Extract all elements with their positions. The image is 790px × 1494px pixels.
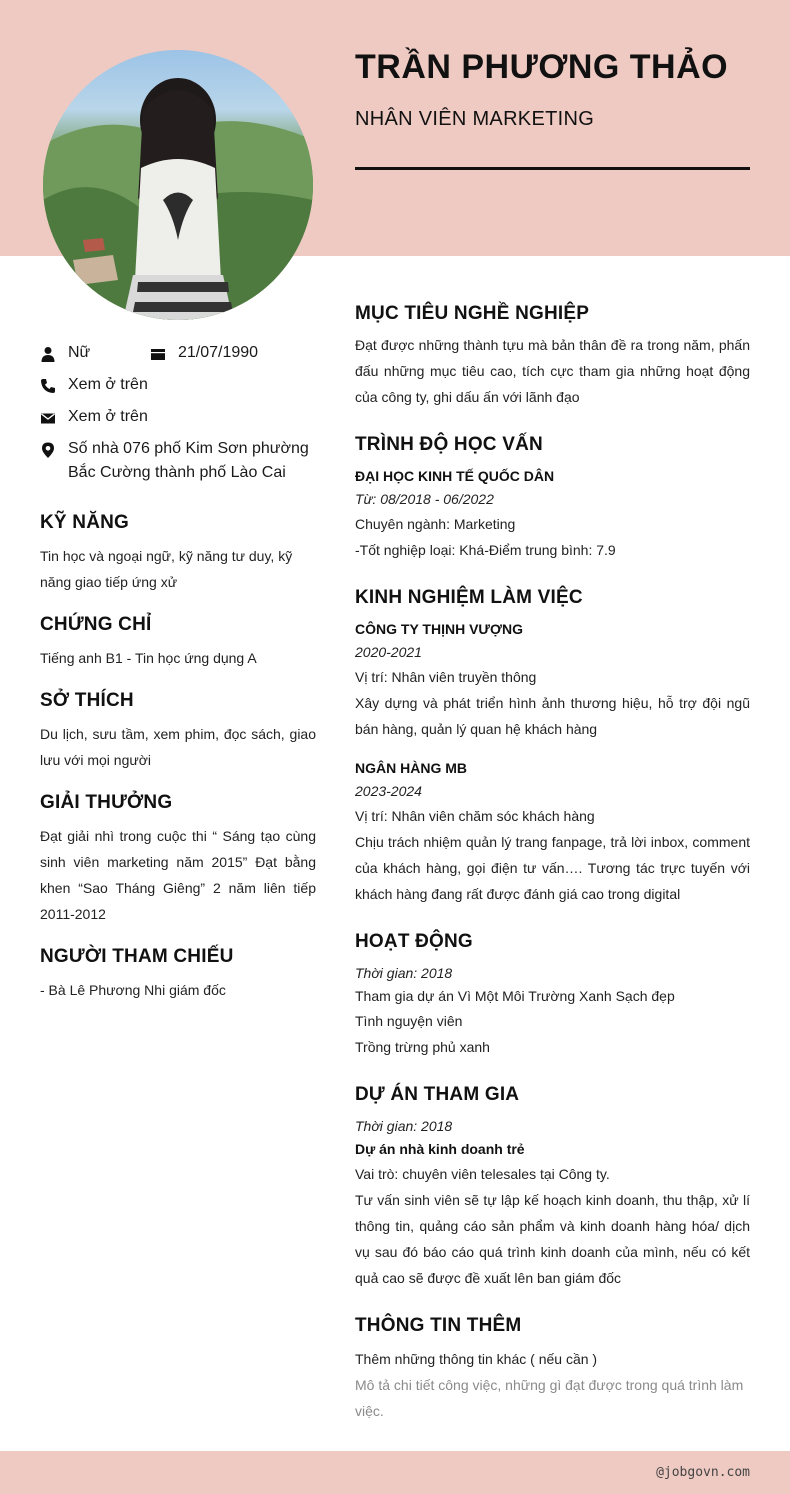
more-info-title: THÔNG TIN THÊM [355, 1315, 522, 1336]
references-text: - Bà Lê Phương Nhi giám đốc [40, 982, 226, 998]
certificates-text: Tiếng anh B1 - Tin học ứng dụng A [40, 650, 257, 666]
education-school: ĐẠI HỌC KINH TẾ QUỐC DÂN [355, 468, 555, 484]
header-divider [355, 167, 750, 170]
calendar-icon [150, 346, 166, 362]
address-value: Số nhà 076 phố Kim Sơn phường Bắc Cường thành phố Lào Cai [68, 440, 309, 481]
job-2-description: Chịu trách nhiệm quản lý trang fanpage, trả lời inbox, comment của khách hàng, gọi điện tư vấn…. Tương tác trực tuyến với khách hàng đang rất được đánh giá cao trong digital [355, 834, 750, 902]
education-major: Chuyên ngành: Marketing [355, 516, 516, 532]
project-period: Thời gian: 2018 [355, 1118, 453, 1134]
address-row [40, 440, 315, 485]
person-icon [40, 346, 56, 362]
objective-title: MỤC TIÊU NGHỀ NGHIỆP [355, 303, 590, 324]
projects-title: DỰ ÁN THAM GIA [355, 1084, 520, 1105]
profile-photo-illustration [43, 50, 313, 320]
awards-title: GIẢI THƯỞNG [40, 792, 173, 813]
more-info-line-2: Mô tả chi tiết công việc, những gì đạt được trong quá trình làm việc. [355, 1377, 744, 1419]
activity-item: Tình nguyện viên [355, 1013, 463, 1029]
project-name: Dự án nhà kinh doanh trẻ [355, 1141, 525, 1157]
job-2-position: Vị trí: Nhân viên chăm sóc khách hàng [355, 808, 595, 824]
phone-icon [40, 378, 56, 394]
candidate-name: TRẦN PHƯƠNG THẢO [355, 48, 729, 86]
skills-title: KỸ NĂNG [40, 512, 130, 533]
job-1-company: CÔNG TY THỊNH VƯỢNG [355, 621, 523, 637]
education-title: TRÌNH ĐỘ HỌC VẤN [355, 434, 543, 455]
activities-title: HOẠT ĐỘNG [355, 931, 473, 952]
awards-text: Đạt giải nhì trong cuộc thi “ Sáng tạo cùng sinh viên marketing năm 2015” Đạt bằng khen “Sao Tháng Giêng” 2 năm liên tiếp 2011-2012 [40, 828, 316, 922]
email-row [40, 408, 148, 429]
mail-icon [40, 410, 56, 426]
job-2-company: NGÂN HÀNG MB [355, 760, 467, 776]
profile-photo [43, 50, 313, 320]
project-description: Tư vấn sinh viên sẽ tự lập kế hoạch kinh doanh, thu thập, xử lí thông tin, quảng cáo sản phẩm và kinh doanh hàng hóa/ dịch vụ sau đó báo cáo quá trình kinh doanh của mình, nếu có kết quả cao sẽ được đề xuất lên ban giám đốc [355, 1192, 750, 1286]
hobbies-text: Du lịch, sưu tầm, xem phim, đọc sách, giao lưu với mọi người [40, 726, 316, 768]
references-title: NGƯỜI THAM CHIẾU [40, 946, 234, 967]
job-2-period: 2023-2024 [355, 783, 422, 799]
gender-row [40, 344, 90, 365]
education-grade: -Tốt nghiệp loại: Khá-Điểm trung bình: 7.9 [355, 542, 616, 558]
certificates-title: CHỨNG CHỈ [40, 614, 152, 635]
activities-period: Thời gian: 2018 [355, 965, 453, 981]
job-1-position: Vị trí: Nhân viên truyền thông [355, 669, 537, 685]
birthdate-row [150, 344, 258, 365]
project-role: Vai trò: chuyên viên telesales tại Công ty. [355, 1166, 610, 1182]
gender-value: Nữ [68, 344, 91, 361]
job-1-period: 2020-2021 [355, 644, 422, 660]
job-title: NHÂN VIÊN MARKETING [355, 108, 595, 130]
job-1-description: Xây dựng và phát triển hình ảnh thương hiệu, hỗ trợ đội ngũ bán hàng, quản lý quan hệ khách hàng [355, 695, 750, 737]
footer-brand: @jobgovn.com [656, 1465, 750, 1480]
activity-item: Tham gia dự án Vì Một Môi Trường Xanh Sạch đẹp [355, 988, 675, 1004]
skills-text: Tin học và ngoại ngữ, kỹ năng tư duy, kỹ năng giao tiếp ứng xử [40, 548, 293, 590]
email-value: Xem ở trên [68, 408, 148, 425]
more-info-line-1: Thêm những thông tin khác ( nếu cần ) [355, 1351, 598, 1367]
location-pin-icon [40, 442, 56, 458]
activity-item: Trồng trừng phủ xanh [355, 1039, 490, 1055]
hobbies-title: SỞ THÍCH [40, 690, 134, 711]
birthdate-value: 21/07/1990 [178, 344, 259, 361]
education-period: Từ: 08/2018 - 06/2022 [355, 491, 494, 507]
objective-text: Đạt được những thành tựu mà bản thân đề ra trong năm, phấn đấu những mục tiêu cao, tích cực tham gia những hoạt động của công ty, ghi dấu ấn với lãnh đạo [355, 337, 750, 405]
phone-row [40, 376, 148, 397]
phone-value: Xem ở trên [68, 376, 148, 393]
experience-title: KINH NGHIỆM LÀM VIỆC [355, 587, 583, 608]
